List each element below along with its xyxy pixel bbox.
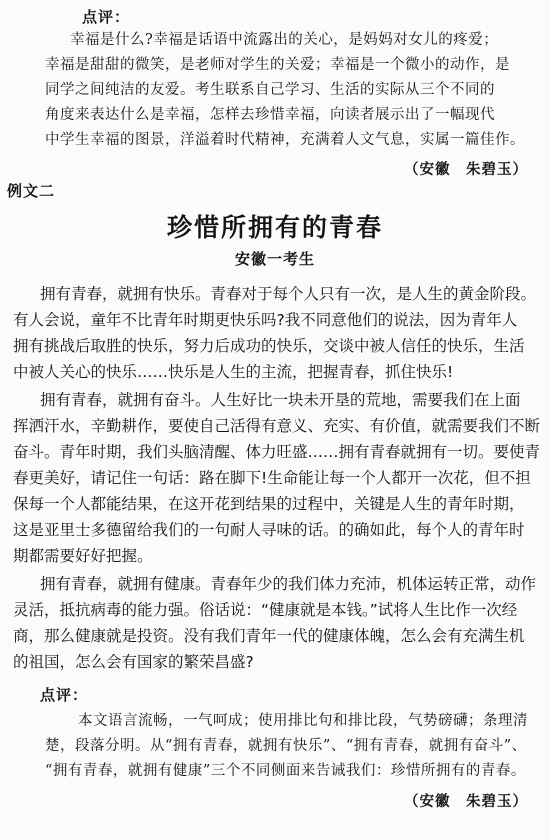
essay-title: 珍惜所拥有的青春 bbox=[166, 213, 383, 242]
essay-line: 保每一个人都能结果，在这开花到结果的过程中，关键是人生的青年时期， bbox=[13, 495, 525, 513]
comment-line: 楚，段落分明。从“拥有青春，就拥有快乐”、“拥有青春，就拥有奋斗”、 bbox=[45, 738, 527, 754]
comment-label: 点评： bbox=[82, 8, 131, 26]
comment-line: 本文语言流畅，一气呵成；使用排比句和排比段，气势磅礴；条理清 bbox=[78, 713, 528, 729]
comment-line: 幸福是什么?幸福是话语中流露出的关心，是妈妈对女儿的疼爱； bbox=[70, 32, 499, 48]
comment-line: 角度来表达什么是幸福，怎样去珍惜幸福，向读者展示出了一幅现代 bbox=[45, 107, 495, 123]
comment-attribution: （安徽 朱碧玉） bbox=[404, 794, 528, 810]
essay-author: 安徽一考生 bbox=[234, 250, 315, 268]
essay-line: 期都需要好好把握。 bbox=[13, 547, 153, 565]
essay-line: 挥洒汗水，辛勤耕作，要使自己活得有意义、充实、有价值，就需要我们不断 bbox=[13, 417, 541, 435]
comment-attribution: （安徽 朱碧玉） bbox=[404, 162, 528, 178]
comment-line: “拥有青春，就拥有健康”三个不同侧面来告诫我们：珍惜所拥有的青春。 bbox=[45, 763, 526, 779]
essay-line: 灵活，抵抗病毒的能力强。俗话说：“健康就是本钱。”试将人生比作一次经 bbox=[13, 601, 518, 619]
essay-line: 拥有青春，就拥有奋斗。人生好比一块未开垦的荒地，需要我们在上面 bbox=[40, 391, 521, 409]
comment-line: 同学之间纯洁的友爱。考生联系自己学习、生活的实际从三个不同的 bbox=[45, 82, 495, 98]
comment-line: 幸福是甜甜的微笑，是老师对学生的关爱；幸福是一个微小的动作，是 bbox=[45, 57, 510, 73]
essay-line: 奋斗。青年时期，我们头脑清醒、体力旺盛……拥有青春就拥有一切。要使青 bbox=[13, 443, 541, 461]
section-label: 例文二 bbox=[7, 182, 56, 200]
essay-line: 春更美好，请记住一句话：路在脚下!生命能让每一个人都开一次花，但不担 bbox=[13, 469, 531, 487]
comment-line: 中学生幸福的图景，洋溢着时代精神，充满着人文气息，实属一篇佳作。 bbox=[45, 132, 525, 148]
essay-line: 拥有挑战后取胜的快乐，努力后成功的快乐，交谈中被人信任的快乐，生活 bbox=[13, 337, 525, 355]
essay-line: 中被人关心的快乐……快乐是人生的主流，把握青春，抓住快乐! bbox=[13, 363, 454, 381]
essay-line: 这是亚里士多德留给我们的一句耐人寻味的话。的确如此，每个人的青年时 bbox=[13, 521, 525, 539]
essay-line: 有人会说，童年不比青年时期更快乐吗?我不同意他们的说法，因为青年人 bbox=[13, 311, 518, 329]
essay-line: 的祖国，怎么会有国家的繁荣昌盛? bbox=[13, 653, 254, 671]
essay-line: 拥有青春，就拥有健康。青春年少的我们体力充沛，机体运转正常，动作 bbox=[40, 575, 537, 593]
essay-line: 拥有青春，就拥有快乐。青春对于每个人只有一次，是人生的黄金阶段。 bbox=[40, 285, 537, 303]
essay-line: 商，那么健康就是投资。没有我们青年一代的健康体魄，怎么会有充满生机 bbox=[13, 627, 525, 645]
comment-label: 点评： bbox=[40, 686, 89, 704]
